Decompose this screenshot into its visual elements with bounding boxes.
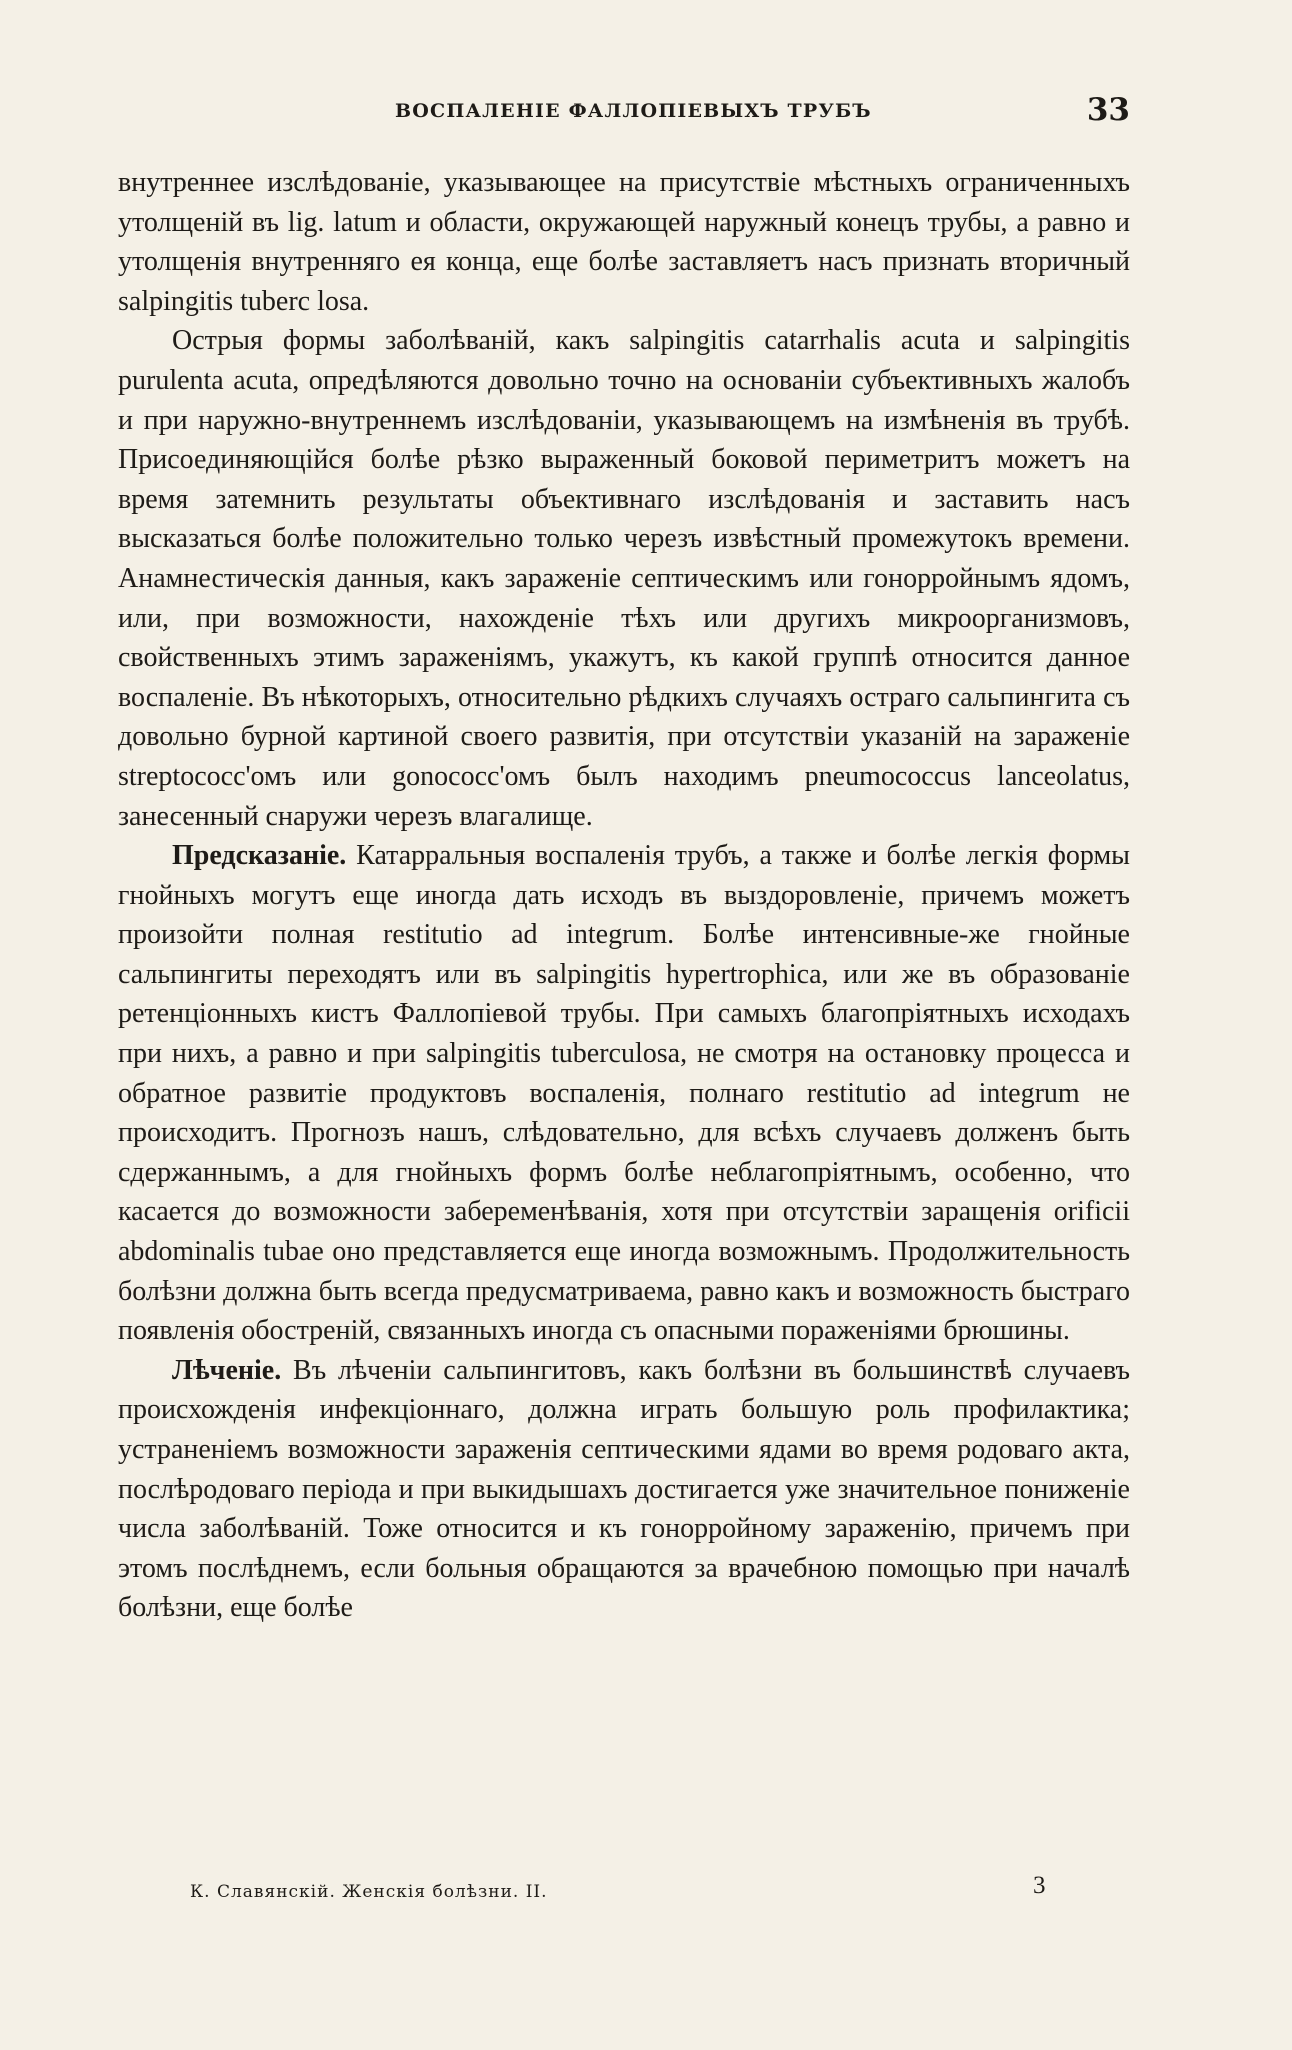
paragraph-text: Острыя формы заболѣваній, какъ salpingitis catarrhalis acuta и salpingitis purulenta acuta, опредѣляются довольно точно на основаніи субъективныхъ жалобъ и при наружно-внутреннемъ изслѣдованіи, указывающемъ на измѣненія въ трубѣ. Присоединяющійся болѣе рѣзко выраженный боковой периметритъ можетъ на время затемнить результаты объективнаго изслѣдованія и заставить насъ высказаться болѣе положительно только черезъ извѣстный промежутокъ времени. Анамнестическія данныя, какъ зараженіе септическимъ или гонорройнымъ ядомъ, или, при возможности, нахожденіе тѣхъ или другихъ микроорганизмовъ, свойственныхъ этимъ зараженіямъ, укажутъ, къ какой группѣ относится данное воспаленіе. Въ нѣкоторыхъ, относительно рѣдкихъ случаяхъ остраго сальпингита съ довольно бурной картиной своего развитія, при отсутствіи указаній на зараженіе streptococc'омъ или gonococc'омъ былъ находимъ pneumococcus lanceolatus, занесенный снаружи черезъ влагалище. <box>118 325 1130 832</box>
body-text <box>118 163 1130 1628</box>
running-head <box>0 92 1292 132</box>
paragraph-prognosis <box>118 836 1130 1351</box>
paragraph-text: Въ лѣченіи сальпингитовъ, какъ болѣзни въ большинствѣ случаевъ происхожденія инфекціоннаго, должна играть большую роль профилактика; устраненіемъ возможности зараженія септическими ядами во время родоваго акта, послѣродоваго періода и при выкидышахъ достигается уже значительное пониженіе числа заболѣваній. Тоже относится и къ гонорройному зараженію, причемъ при этомъ послѣднемъ, если больныя обращаются за врачебною помощью при началѣ болѣзни, еще болѣе <box>118 1354 1130 1624</box>
sheet-number: 3 <box>1033 1872 1046 1899</box>
section-heading-treatment: Лѣченіе. <box>172 1354 282 1386</box>
page-footer <box>0 1860 1292 1900</box>
paragraph-treatment <box>118 1351 1130 1628</box>
paragraph-text: внутреннее изслѣдованіе, указывающее на присутствіе мѣстныхъ ограниченныхъ утолщеній въ lig. latum и области, окружающей наружный конецъ трубы, а равно и утолщенія внутренняго ея конца, еще болѣе заставляетъ насъ признать вторичный salpingitis tuberc losa. <box>118 167 1130 317</box>
paragraph-diagnosis-acute <box>118 321 1130 836</box>
paragraph-continuation <box>118 163 1130 321</box>
page-number: 33 <box>1086 92 1130 128</box>
running-title: ВОСПАЛЕНІЕ ФАЛЛОПІЕВЫХЪ ТРУБЪ <box>395 100 872 122</box>
section-heading-prognosis: Предсказаніе. <box>172 840 347 872</box>
footer-signature: К. Славянскій. Женскія болѣзни. II. <box>190 1882 548 1902</box>
paragraph-text: Катарральныя воспаленія трубъ, а также и болѣе легкія формы гнойныхъ могутъ еще иногда дать исходъ въ выздоровленіе, причемъ можетъ произойти полная restitutio ad integrum. Болѣе интенсивные-же гнойные сальпингиты переходятъ или въ salpingitis hypertrophica, или же въ образованіе ретенціонныхъ кистъ Фаллопіевой трубы. При самыхъ благопріятныхъ исходахъ при нихъ, а равно и при salpingitis tuberculosa, не смотря на остановку процесса и обратное развитіе продуктовъ воспаленія, полнаго restitutio ad integrum не происходитъ. Прогнозъ нашъ, слѣдовательно, для всѣхъ случаевъ долженъ быть сдержаннымъ, а для гнойныхъ формъ болѣе неблагопріятнымъ, особенно, что касается до возможности забеременѣванія, хотя при отсутствіи заращенія orificii abdominalis tubae оно представляется еще иногда возможнымъ. Продолжительность болѣзни должна быть всегда предусматриваема, равно какъ и возможность быстраго появленія обостреній, связанныхъ иногда съ опасными пораженіями брюшины. <box>118 840 1130 1347</box>
